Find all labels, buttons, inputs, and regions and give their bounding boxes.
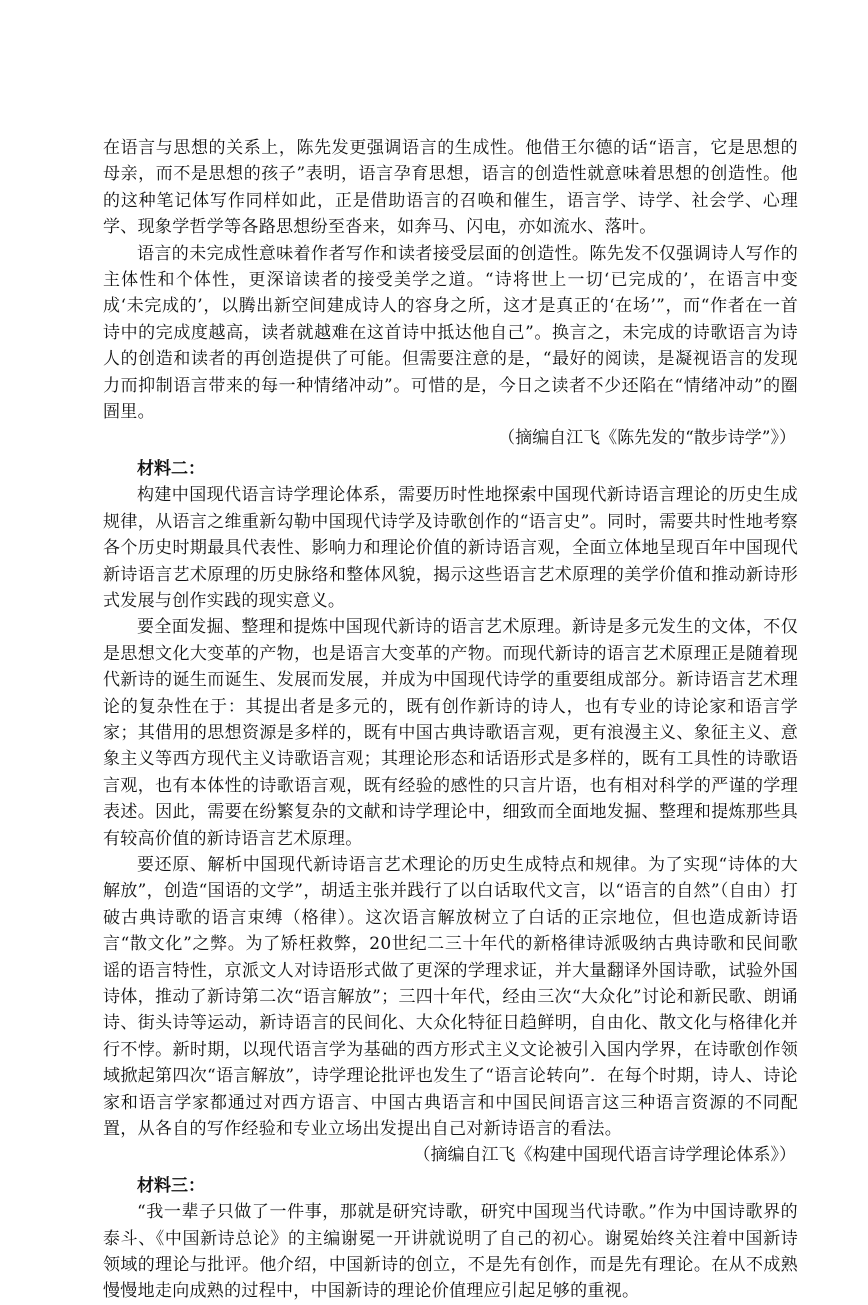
- source-citation: （摘编自江飞《构建中国现代语言诗学理论体系》）: [413, 1145, 796, 1166]
- paragraph: 要还原、解析中国现代新诗语言艺术理论的历史生成特点和规律。为了实现“诗体的大解放”，创造“国语的文学”，胡适主张并践行了以白话取代文言，以“语言的自然”（自由）打破古典诗歌的语言束缚（格律）。这次语言解放树立了白话的正宗地位，但也造成新诗语言“散文化”之弊。为了矫枉救弊，20世纪二三十年代的新格律诗派吸纳古典诗歌和民间歌谣的语言特性，京派文人对诗语形式做了更深的学理求证，并大量翻译外国诗歌，试验外国诗体，推动了新诗第二次“语言解放”；三四十年代，经由三次“大众化”讨论和新民歌、朗诵诗、街头诗等运动，新诗语言的民间化、大众化特征日趋鲜明，自由化、散文化与格律化并行不悖。新时期，以现代语言学为基础的西方形式主义文论被引入国内学界，在诗歌创作领域掀起第四次“语言解放”，诗学理论批评也发生了“语言论转向”．在每个时期，诗人、诗论家和语言学家都通过对西方语言、中国古典语言和中国民间语言这三种语言资源的不同配置，从各自的写作经验和专业立场出发提出自己对新诗语言的看法。: [103, 854, 798, 1140]
- source-citation: （摘编自江飞《陈先发的“散步诗学”》）: [498, 428, 796, 449]
- section-heading: 材料三：: [137, 1175, 205, 1196]
- section-heading: 材料二：: [137, 458, 205, 479]
- paragraph: 构建中国现代语言诗学理论体系，需要历时性地探索中国现代新诗语言理论的历史生成规律，从语言之维重新勾勒中国现代诗学及诗歌创作的“语言史”。同时，需要共时性地考察各个历史时期最具代表性、影响力和理论价值的新诗语言观，全面立体地呈现百年中国现代新诗语言艺术原理的历史脉络和整体风貌，揭示这些语言艺术原理的美学价值和推动新诗形式发展与创作实践的现实意义。: [103, 485, 798, 611]
- paragraph: “我一辈子只做了一件事，那就是研究诗歌，研究中国现当代诗歌。”作为中国诗歌界的泰斗、《中国新诗总论》的主编谢冕一开讲就说明了自己的初心。谢冕始终关注着中国新诗领域的理论与批评。他介绍，中国新诗的创立，不是先有创作，而是先有理论。在从不成熟慢慢地走向成熟的过程中，中国新诗的理论价值理应引起足够的重视。: [103, 1202, 798, 1302]
- paragraph: 语言的未完成性意味着作者写作和读者接受层面的创造性。陈先发不仅强调诗人写作的主体性和个体性，更深谙读者的接受美学之道。“诗将世上一切‘已完成的’，在语言中变成‘未完成的’，以腾出新空间建成诗人的容身之所，这才是真正的‘在场’”，而“作者在一首诗中的完成度越高，读者就越难在这首诗中抵达他自己”。换言之，未完成的诗歌语言为诗人的创造和读者的再创造提供了可能。但需要注意的是，“最好的阅读，是凝视语言的发现力而抑制语言带来的每一种情绪冲动”。可惜的是，今日之读者不少还陷在“情绪冲动”的圈圄里。: [103, 243, 798, 423]
- paragraph: 在语言与思想的关系上，陈先发更强调语言的生成性。他借王尔德的话“语言，它是思想的母亲，而不是思想的孩子”表明，语言孕育思想，语言的创造性就意味着思想的创造性。他的这种笔记体写作同样如此，正是借助语言的召唤和催生，语言学、诗学、社会学、心理学、现象学哲学等各路思想纷至沓来，如奔马、闪电，亦如流水、落叶。: [103, 138, 798, 238]
- document-page: [103, 135, 798, 1305]
- paragraph: 要全面发掘、整理和提炼中国现代新诗的语言艺术原理。新诗是多元发生的文体，不仅是思想文化大变革的产物，也是语言大变革的产物。而现代新诗的语言艺术原理正是随着现代新诗的诞生而诞生、发展而发展，并成为中国现代诗学的重要组成部分。新诗语言艺术理论的复杂性在于：其提出者是多元的，既有创作新诗的诗人，也有专业的诗论家和语言学家；其借用的思想资源是多样的，既有中国古典诗歌语言观，更有浪漫主义、象征主义、意象主义等西方现代主义诗歌语言观；其理论形态和话语形式是多样的，既有工具性的诗歌语言观，也有本体性的诗歌语言观，既有经验的感性的只言片语，也有相对科学的严谨的学理表述。因此，需要在纷繁复杂的文献和诗学理论中，细致而全面地发掘、整理和提炼那些具有较高价值的新诗语言艺术原理。: [103, 617, 798, 849]
